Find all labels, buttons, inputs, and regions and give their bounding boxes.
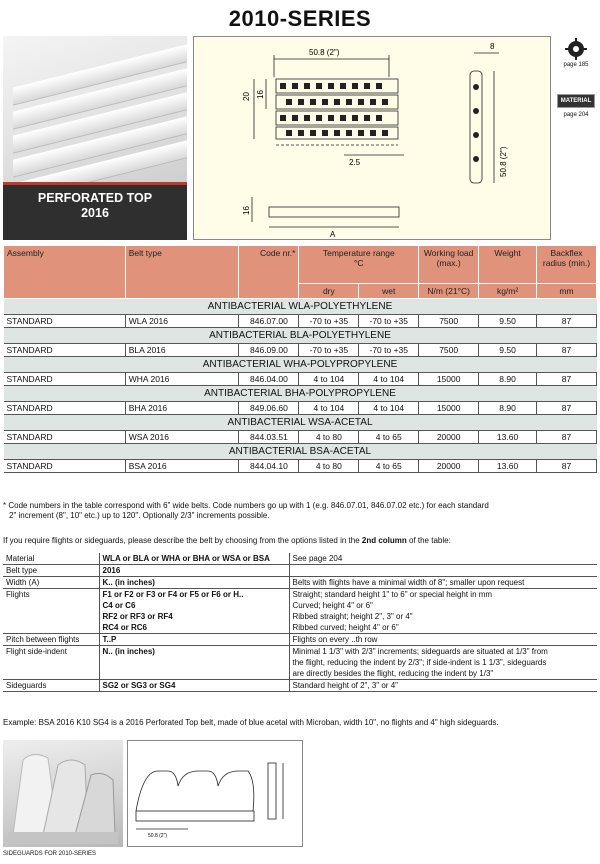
example-text: Example: BSA 2016 K10 SG4 is a 2016 Perforated Top belt, made of blue acetal with Microban, width 10", no flights and 4" high sideguards. [3,718,499,727]
col-weight-unit: kg/m² [479,284,537,299]
col-backflex-unit: mm [537,284,597,299]
table-cell: 15000 [419,402,479,415]
table-cell: 8.90 [479,402,537,415]
col-dry: dry [299,284,359,299]
code-note: * Code numbers in the table correspond with 6" wide belts. Code numbers go up with 1 (e.g. 846.07.01, 846.07.02 etc.) for each standard 2" increment (8", 10" etc.) up to 120". Optionally 2/3" increments possible. [3,501,489,520]
product-name: PERFORATED TOP [37,191,153,205]
table-cell: 87 [537,315,597,328]
option-code: SG2 or SG3 or SG4 [99,680,289,692]
option-description [289,577,597,589]
material-group-name: ANTIBACTERIAL WSA-ACETAL [4,415,597,431]
option-description [289,646,597,680]
col-temp: Temperature range °C [299,246,419,284]
page-title: 2010-SERIES [228,6,372,31]
option-description [289,553,597,565]
option-description-line: See page 204 [292,554,343,563]
table-cell: -70 to +35 [359,315,419,328]
option-label: Flight side-indent [3,646,99,680]
table-row [4,315,597,328]
option-description [289,565,597,577]
material-group-row [4,299,597,315]
table-cell: 4 to 65 [359,460,419,473]
material-group-name: ANTIBACTERIAL WHA-POLYPROPYLENE [4,357,597,373]
sideguard-drawing [127,740,303,847]
option-description [289,680,597,692]
dim-20-label: 20 [242,92,251,101]
material-group-name: ANTIBACTERIAL BHA-POLYPROPYLENE [4,386,597,402]
table-cell: 20000 [419,460,479,473]
dim-25-label: 2.5 [349,158,361,167]
technical-drawing [193,36,551,240]
table-row [4,373,597,386]
option-label: Sideguards [3,680,99,692]
table-cell: STANDARD [4,431,126,444]
col-load-unit: N/m (21°C) [419,284,479,299]
sprocket-page: page 185 [563,62,589,68]
sprocket-link[interactable] [556,38,596,68]
table-row [4,431,597,444]
option-code: RF2 or RF3 or RF4 [99,611,289,622]
option-description-line: Flights on every ..th row [292,635,378,644]
option-code: K.. (in inches) [99,577,289,589]
table-cell: BLA 2016 [125,344,239,357]
options-intro: If you require flights or sideguards, please describe the belt by choosing from the options listed in the 2nd column of the table: [3,536,451,545]
sideguard-photo [3,740,123,847]
material-group-row [4,328,597,344]
table-cell: 15000 [419,373,479,386]
option-row [3,589,597,601]
spec-table [3,245,597,473]
table-cell: 13.60 [479,460,537,473]
option-label: Flights [3,589,99,601]
material-page: page 204 [563,112,589,118]
table-cell: 7500 [419,315,479,328]
dim-16a-label: 16 [256,90,265,99]
table-cell: -70 to +35 [299,344,359,357]
option-description-line: Minimal 1 1/3" with 2/3" increments; sideguards are situated at 1/3" from [292,647,548,656]
table-cell: 4 to 104 [299,402,359,415]
table-cell: STANDARD [4,373,126,386]
table-row [4,460,597,473]
material-group-row [4,386,597,402]
table-cell: WHA 2016 [125,373,239,386]
table-cell: 87 [537,344,597,357]
table-cell: 4 to 80 [299,431,359,444]
table-cell: 4 to 104 [299,373,359,386]
table-cell: 846.09.00 [239,344,299,357]
col-belt-type: Belt type [125,246,239,299]
option-code: WLA or BLA or WHA or BHA or WSA or BSA [99,553,289,565]
dim-8-label: 8 [490,42,495,51]
option-code: F1 or F2 or F3 or F4 or F5 or F6 or H.. [99,589,289,601]
table-cell: STANDARD [4,344,126,357]
dim-pitch-label: 50.8 (2") [309,48,340,57]
sideguard-dim-label: 50.8 (2") [148,833,168,839]
table-cell: 846.07.00 [239,315,299,328]
option-row [3,611,597,622]
col-load: Working load (max.) [419,246,479,284]
product-code: 2016 [81,206,109,220]
material-link[interactable] [556,94,596,118]
option-description [289,600,597,611]
table-cell: 849.06.60 [239,402,299,415]
table-row [4,402,597,415]
option-description-line: Ribbed straight; height 2", 3" or 4" [292,612,413,621]
option-code: N.. (in inches) [99,646,289,680]
option-description-line: Straight; standard height 1" to 6" or special height in mm [292,590,493,599]
option-row [3,634,597,646]
option-label: Belt type [3,565,99,577]
table-cell: 87 [537,402,597,415]
table-cell: -70 to +35 [299,315,359,328]
table-cell: 9.50 [479,315,537,328]
table-cell: WLA 2016 [125,315,239,328]
option-description-line: Curved; height 4" or 6" [292,601,373,610]
option-description-line: Belts with flights have a minimal width of 8"; smaller upon request [292,578,525,587]
table-cell: BSA 2016 [125,460,239,473]
col-wet: wet [359,284,419,299]
table-cell: 87 [537,431,597,444]
option-description [289,589,597,601]
sideguard-caption: SIDEGUARDS FOR 2010-SERIES [3,851,97,857]
material-group-row [4,415,597,431]
option-code: C4 or C6 [99,600,289,611]
option-description-line: are directly besides the flight, reducing the indent by 1/3" [292,669,494,678]
table-cell: STANDARD [4,402,126,415]
table-cell: WSA 2016 [125,431,239,444]
table-cell: 844.04.10 [239,460,299,473]
dim-16b-label: 16 [242,206,251,215]
col-weight: Weight [479,246,537,284]
table-cell: 9.50 [479,344,537,357]
option-label: Pitch between flights [3,634,99,646]
table-cell: 7500 [419,344,479,357]
option-description [289,611,597,622]
table-cell: 4 to 80 [299,460,359,473]
material-badge: MATERIAL [557,94,596,108]
table-cell: 13.60 [479,431,537,444]
material-group-name: ANTIBACTERIAL WLA-POLYETHYLENE [4,299,597,315]
col-backflex: Backflex radius (min.) [537,246,597,284]
option-code: RC4 or RC6 [99,622,289,634]
option-label [3,600,99,611]
option-row [3,553,597,565]
option-description-line: the flight, reducing the indent by 2/3"; if side-indent is 1 1/3", sideguards [292,658,547,667]
option-description [289,634,597,646]
material-group-row [4,444,597,460]
dim-508v-label: 50.8 (2") [499,146,508,177]
option-row [3,646,597,680]
option-code: T..P [99,634,289,646]
option-label [3,611,99,622]
option-row [3,680,597,692]
option-label [3,622,99,634]
table-cell: 87 [537,373,597,386]
option-description [289,622,597,634]
option-row [3,600,597,611]
table-cell: STANDARD [4,460,126,473]
table-cell: -70 to +35 [359,344,419,357]
col-assembly: Assembly [4,246,126,299]
table-cell: 4 to 104 [359,402,419,415]
option-row [3,622,597,634]
option-row [3,565,597,577]
table-cell: 846.04.00 [239,373,299,386]
product-label [3,182,187,240]
option-label: Width (A) [3,577,99,589]
table-cell: 4 to 104 [359,373,419,386]
material-group-row [4,357,597,373]
table-row [4,344,597,357]
table-cell: 20000 [419,431,479,444]
table-cell: 87 [537,460,597,473]
product-photo [3,36,187,182]
table-cell: STANDARD [4,315,126,328]
options-table [3,553,597,692]
table-cell: 844.03.51 [239,431,299,444]
option-label: Material [3,553,99,565]
dim-a-label: A [330,230,336,239]
option-row [3,577,597,589]
table-cell: BHA 2016 [125,402,239,415]
option-code: 2016 [99,565,289,577]
col-code: Code nr.* [239,246,299,299]
table-cell: 4 to 65 [359,431,419,444]
option-description-line: Ribbed curved; height 4" or 6" [292,623,399,632]
sprocket-icon [565,38,587,60]
table-cell: 8.90 [479,373,537,386]
material-group-name: ANTIBACTERIAL BLA-POLYETHYLENE [4,328,597,344]
option-description-line: Standard height of 2", 3" or 4" [292,681,398,690]
material-group-name: ANTIBACTERIAL BSA-ACETAL [4,444,597,460]
